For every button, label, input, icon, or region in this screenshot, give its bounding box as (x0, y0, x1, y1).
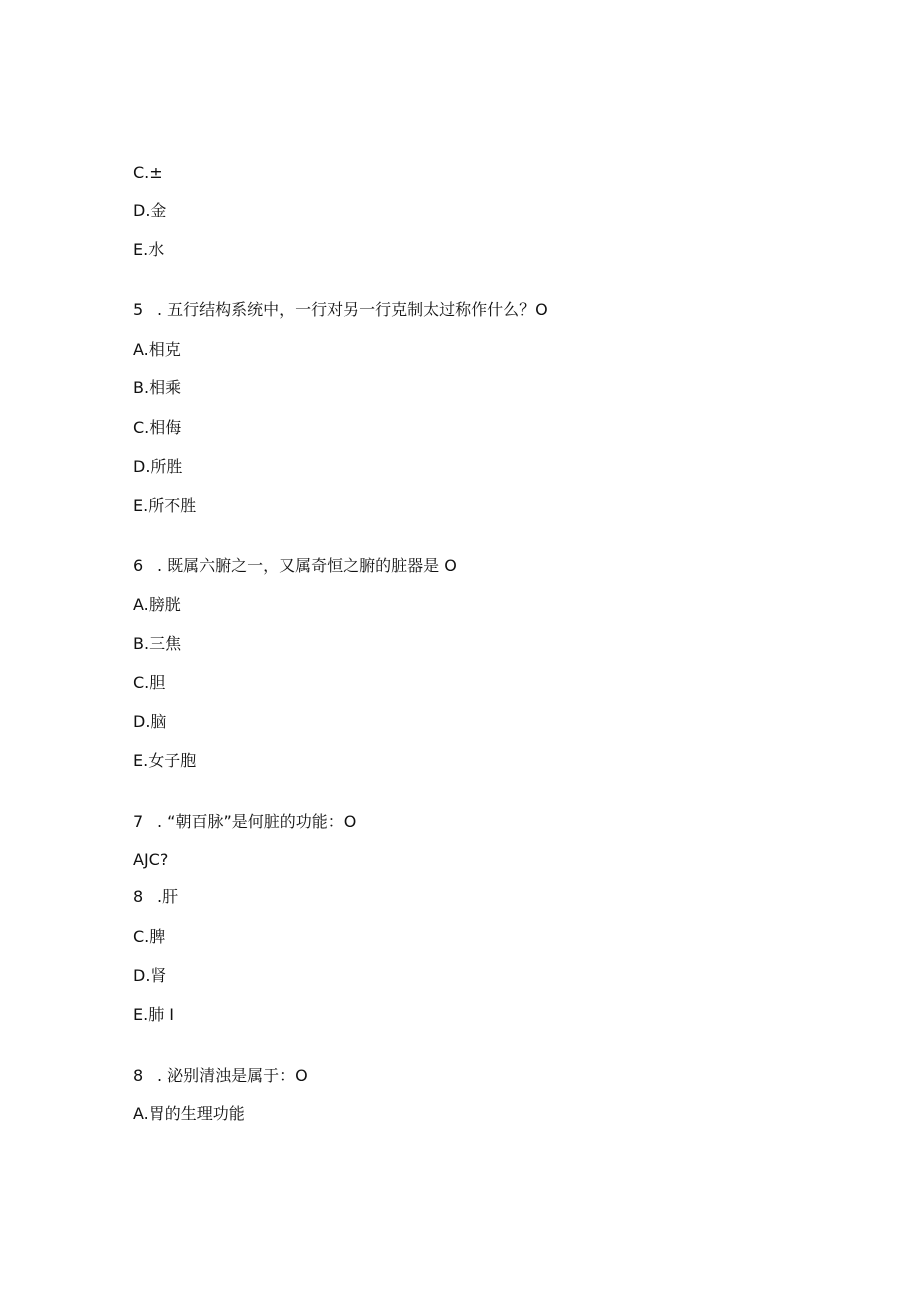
question-text: . 既属六腑之一，又属奇恒之腑的脏器是 O (157, 556, 457, 575)
q6-option-d: D.脑 (133, 712, 167, 731)
question-7-stem (133, 812, 356, 832)
question-text: . 五行结构系统中，一行对另一行克制太过称作什么？O (157, 300, 548, 319)
q6-option-a: A.膀胱 (133, 595, 181, 614)
q7-option-b (133, 887, 178, 907)
question-number: 5 (133, 300, 144, 319)
q6-option-b: B.三焦 (133, 634, 182, 653)
question-text: . 泌别清浊是属于：O (157, 1066, 308, 1085)
option-text: .肝 (157, 887, 179, 906)
q7-option-c: C.脾 (133, 927, 166, 946)
question-6-stem (133, 556, 457, 576)
q7-option-a: AJC? (133, 850, 169, 869)
option-d-prev: D.金 (133, 201, 167, 220)
q5-option-c: C.相侮 (133, 418, 182, 437)
q5-option-d: D.所胜 (133, 457, 183, 476)
option-c-prev: C.± (133, 163, 163, 182)
q6-option-e: E.女子胞 (133, 751, 197, 770)
question-number: 8 (133, 1066, 144, 1085)
question-number: 7 (133, 812, 144, 831)
question-8-stem (133, 1066, 308, 1086)
q5-option-e: E.所不胜 (133, 496, 197, 515)
question-text: . “朝百脉”是何脏的功能：O (157, 812, 357, 831)
q5-option-a: A.相克 (133, 340, 181, 359)
q6-option-c: C.胆 (133, 673, 166, 692)
q7-option-e: E.肺 I (133, 1005, 175, 1024)
question-5-stem (133, 300, 548, 320)
q8-option-a: A.胃的生理功能 (133, 1104, 245, 1123)
option-number: 8 (133, 887, 144, 906)
option-e-prev: E.水 (133, 240, 165, 259)
q5-option-b: B.相乘 (133, 378, 182, 397)
q7-option-d: D.肾 (133, 966, 167, 985)
question-number: 6 (133, 556, 144, 575)
